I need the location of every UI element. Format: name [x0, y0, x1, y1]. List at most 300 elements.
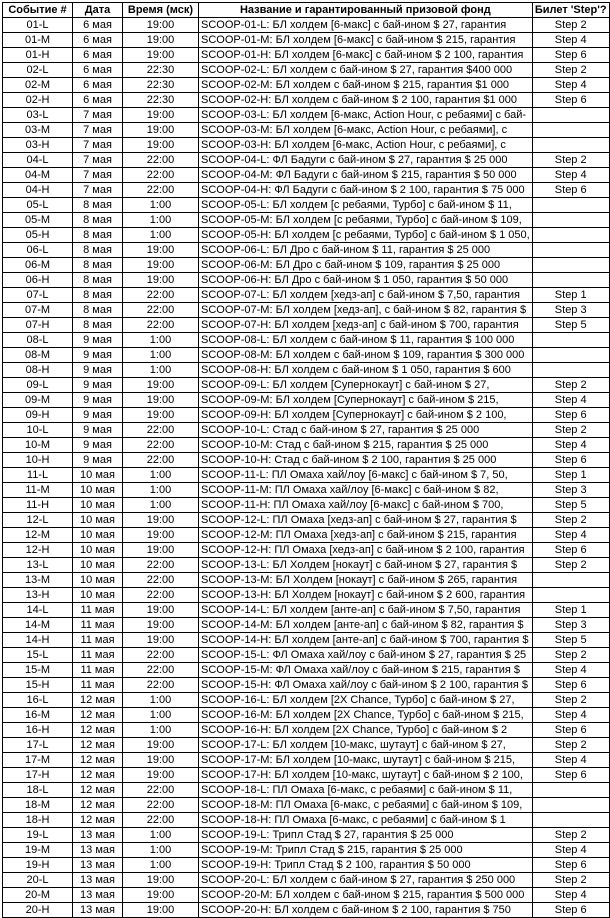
table-row	[3, 93, 610, 108]
cell-time: 22:00	[123, 783, 199, 798]
cell-time: 1:00	[123, 483, 199, 498]
cell-step-ticket: Step 6	[532, 723, 609, 738]
cell-event-name: SCOOP-14-H: БЛ холдем [анте-ап] с бай-ином $ 700, гарантия $	[199, 633, 533, 648]
cell-event-name: SCOOP-12-L: ПЛ Омаха [хедз-ап] с бай-ином $ 27, гарантия $	[199, 513, 533, 528]
cell-date: 12 мая	[73, 768, 123, 783]
cell-date: 12 мая	[73, 693, 123, 708]
cell-date: 12 мая	[73, 723, 123, 738]
header-time: Время (мск)	[123, 3, 199, 18]
table-row	[3, 573, 610, 588]
table-row	[3, 198, 610, 213]
cell-time: 19:00	[123, 48, 199, 63]
cell-event-number: 16-L	[3, 693, 73, 708]
cell-date: 6 мая	[73, 48, 123, 63]
cell-event-number: 11-L	[3, 468, 73, 483]
cell-date: 7 мая	[73, 168, 123, 183]
cell-step-ticket: Step 6	[532, 93, 609, 108]
cell-event-name: SCOOP-06-H: БЛ Дро с бай-ином $ 1 050, гарантия $ 50 000	[199, 273, 533, 288]
cell-event-number: 04-M	[3, 168, 73, 183]
cell-date: 6 мая	[73, 78, 123, 93]
cell-event-number: 03-L	[3, 108, 73, 123]
table-row	[3, 228, 610, 243]
table-row	[3, 33, 610, 48]
cell-time: 1:00	[123, 498, 199, 513]
cell-event-name: SCOOP-05-H: БЛ холдем [с ребаями, Турбо] с бай-ином $ 1 050,	[199, 228, 533, 243]
cell-time: 1:00	[123, 198, 199, 213]
cell-event-number: 11-M	[3, 483, 73, 498]
table-body	[3, 18, 610, 918]
cell-event-name: SCOOP-14-L: БЛ холдем [анте-ап] с бай-ином $ 7,50, гарантия	[199, 603, 533, 618]
cell-event-number: 15-M	[3, 663, 73, 678]
table-row	[3, 438, 610, 453]
cell-event-number: 20-L	[3, 873, 73, 888]
cell-date: 7 мая	[73, 138, 123, 153]
cell-event-name: SCOOP-03-H: БЛ холдем [6-макс, Action Hour, с ребаями], с	[199, 138, 533, 153]
header-event-number: Событие #	[3, 3, 73, 18]
cell-time: 22:30	[123, 63, 199, 78]
cell-event-number: 12-L	[3, 513, 73, 528]
cell-step-ticket	[532, 813, 609, 828]
cell-event-number: 03-H	[3, 138, 73, 153]
table-row	[3, 753, 610, 768]
cell-step-ticket	[532, 273, 609, 288]
cell-event-name: SCOOP-16-M: БЛ холдем [2X Chance, Турбо] с бай-ином $ 215,	[199, 708, 533, 723]
cell-date: 12 мая	[73, 783, 123, 798]
cell-event-name: SCOOP-04-M: ФЛ Бадуги с бай-ином $ 215, гарантия $ 50 000	[199, 168, 533, 183]
cell-event-number: 05-H	[3, 228, 73, 243]
cell-event-name: SCOOP-17-H: БЛ холдем [10-макс, шутаут] с бай-ином $ 2 100,	[199, 768, 533, 783]
cell-step-ticket	[532, 243, 609, 258]
cell-time: 1:00	[123, 348, 199, 363]
header-step-ticket: Билет 'Step'?	[532, 3, 609, 18]
table-row	[3, 258, 610, 273]
cell-time: 1:00	[123, 828, 199, 843]
cell-time: 19:00	[123, 243, 199, 258]
table-row	[3, 303, 610, 318]
table-row	[3, 408, 610, 423]
cell-event-number: 01-H	[3, 48, 73, 63]
cell-event-name: SCOOP-07-M: БЛ холдем [хедз-ап], с бай-ином $ 82, гарантия $	[199, 303, 533, 318]
cell-date: 9 мая	[73, 423, 123, 438]
cell-date: 11 мая	[73, 633, 123, 648]
cell-date: 13 мая	[73, 888, 123, 903]
cell-event-number: 13-H	[3, 588, 73, 603]
cell-event-name: SCOOP-19-H: Трипл Стад $ 2 100, гарантия $ 50 000	[199, 858, 533, 873]
cell-date: 12 мая	[73, 798, 123, 813]
cell-date: 7 мая	[73, 183, 123, 198]
cell-date: 11 мая	[73, 648, 123, 663]
cell-time: 22:00	[123, 453, 199, 468]
table-row	[3, 708, 610, 723]
cell-time: 19:00	[123, 33, 199, 48]
cell-step-ticket: Step 6	[532, 768, 609, 783]
cell-event-name: SCOOP-02-M: БЛ холдем с бай-ином $ 215, гарантия $1 000	[199, 78, 533, 93]
cell-event-number: 19-H	[3, 858, 73, 873]
cell-time: 19:00	[123, 393, 199, 408]
cell-step-ticket: Step 4	[532, 753, 609, 768]
cell-step-ticket: Step 1	[532, 603, 609, 618]
cell-event-number: 10-L	[3, 423, 73, 438]
cell-date: 13 мая	[73, 858, 123, 873]
cell-step-ticket: Step 4	[532, 708, 609, 723]
cell-event-name: SCOOP-05-M: БЛ холдем [с ребаями, Турбо] с бай-ином $ 109,	[199, 213, 533, 228]
cell-time: 1:00	[123, 708, 199, 723]
cell-event-name: SCOOP-15-M: ФЛ Омаха хай/лоу с бай-ином $ 215, гарантия $	[199, 663, 533, 678]
cell-event-number: 16-H	[3, 723, 73, 738]
cell-date: 10 мая	[73, 543, 123, 558]
cell-event-number: 18-L	[3, 783, 73, 798]
cell-step-ticket: Step 2	[532, 18, 609, 33]
cell-event-name: SCOOP-11-L: ПЛ Омаха хай/лоу [6-макс] с бай-ином $ 7, 50,	[199, 468, 533, 483]
cell-time: 19:00	[123, 513, 199, 528]
cell-time: 22:00	[123, 303, 199, 318]
cell-event-name: SCOOP-08-L: БЛ холдем с бай-ином $ 11, гарантия $ 100 000	[199, 333, 533, 348]
table-row	[3, 423, 610, 438]
cell-step-ticket	[532, 573, 609, 588]
cell-event-name: SCOOP-08-H: БЛ холдем с бай-ином $ 1 050, гарантия $ 600	[199, 363, 533, 378]
cell-time: 19:00	[123, 108, 199, 123]
cell-time: 19:00	[123, 528, 199, 543]
cell-date: 9 мая	[73, 348, 123, 363]
cell-event-number: 14-L	[3, 603, 73, 618]
cell-date: 10 мая	[73, 588, 123, 603]
cell-date: 10 мая	[73, 573, 123, 588]
cell-event-number: 05-M	[3, 213, 73, 228]
cell-time: 22:00	[123, 438, 199, 453]
cell-time: 22:30	[123, 78, 199, 93]
table-row	[3, 318, 610, 333]
cell-date: 10 мая	[73, 498, 123, 513]
table-row	[3, 693, 610, 708]
table-row	[3, 378, 610, 393]
cell-event-number: 08-H	[3, 363, 73, 378]
cell-event-number: 17-M	[3, 753, 73, 768]
cell-event-name: SCOOP-20-H: БЛ холдем с бай-ином $ 2 100, гарантия $ 750	[199, 903, 533, 918]
header-row	[3, 3, 610, 18]
cell-date: 8 мая	[73, 273, 123, 288]
cell-date: 11 мая	[73, 618, 123, 633]
cell-event-name: SCOOP-17-M: БЛ холдем [10-макс, шутаут] с бай-ином $ 215,	[199, 753, 533, 768]
cell-date: 9 мая	[73, 378, 123, 393]
cell-event-name: SCOOP-14-M: БЛ холдем [анте-ап] с бай-ином $ 82, гарантия $	[199, 618, 533, 633]
table-row	[3, 828, 610, 843]
cell-time: 19:00	[123, 618, 199, 633]
cell-event-number: 09-H	[3, 408, 73, 423]
cell-date: 12 мая	[73, 753, 123, 768]
cell-date: 9 мая	[73, 438, 123, 453]
cell-date: 12 мая	[73, 708, 123, 723]
cell-date: 8 мая	[73, 198, 123, 213]
cell-event-name: SCOOP-15-L: ФЛ Омаха хай/лоу с бай-ином $ 27, гарантия $ 25	[199, 648, 533, 663]
cell-time: 22:00	[123, 573, 199, 588]
cell-step-ticket: Step 2	[532, 873, 609, 888]
cell-date: 6 мая	[73, 63, 123, 78]
cell-event-name: SCOOP-02-H: БЛ холдем с бай-ином $ 2 100, гарантия $1 000	[199, 93, 533, 108]
cell-event-name: SCOOP-08-M: БЛ холдем с бай-ином $ 109, гарантия $ 300 000	[199, 348, 533, 363]
cell-time: 19:00	[123, 903, 199, 918]
table-row	[3, 78, 610, 93]
cell-event-name: SCOOP-04-H: ФЛ Бадуги с бай-ином $ 2 100, гарантия $ 75 000	[199, 183, 533, 198]
cell-time: 1:00	[123, 333, 199, 348]
cell-time: 1:00	[123, 693, 199, 708]
cell-event-number: 04-H	[3, 183, 73, 198]
cell-time: 22:00	[123, 288, 199, 303]
table-row	[3, 663, 610, 678]
cell-time: 19:00	[123, 768, 199, 783]
cell-step-ticket: Step 4	[532, 528, 609, 543]
cell-time: 19:00	[123, 18, 199, 33]
cell-step-ticket: Step 4	[532, 438, 609, 453]
cell-date: 8 мая	[73, 243, 123, 258]
cell-date: 11 мая	[73, 603, 123, 618]
cell-event-name: SCOOP-18-L: ПЛ Омаха [6-макс, с ребаями] с бай-ином $ 11,	[199, 783, 533, 798]
table-row	[3, 243, 610, 258]
cell-date: 9 мая	[73, 393, 123, 408]
cell-step-ticket	[532, 108, 609, 123]
cell-event-number: 12-M	[3, 528, 73, 543]
cell-event-number: 07-L	[3, 288, 73, 303]
cell-step-ticket: Step 4	[532, 888, 609, 903]
cell-time: 22:00	[123, 153, 199, 168]
table-row	[3, 738, 610, 753]
table-row	[3, 108, 610, 123]
cell-event-number: 02-H	[3, 93, 73, 108]
cell-event-name: SCOOP-07-H: БЛ холдем [хедз-ап] с бай-ином $ 700, гарантия	[199, 318, 533, 333]
cell-step-ticket	[532, 258, 609, 273]
cell-step-ticket: Step 2	[532, 153, 609, 168]
cell-date: 12 мая	[73, 813, 123, 828]
cell-time: 19:00	[123, 738, 199, 753]
cell-step-ticket: Step 2	[532, 648, 609, 663]
cell-event-number: 17-L	[3, 738, 73, 753]
cell-date: 11 мая	[73, 663, 123, 678]
table-row	[3, 513, 610, 528]
cell-date: 8 мая	[73, 258, 123, 273]
cell-time: 22:00	[123, 423, 199, 438]
cell-date: 6 мая	[73, 93, 123, 108]
cell-event-number: 02-L	[3, 63, 73, 78]
cell-step-ticket: Step 2	[532, 693, 609, 708]
table-row	[3, 483, 610, 498]
cell-date: 7 мая	[73, 108, 123, 123]
table-row	[3, 18, 610, 33]
cell-date: 8 мая	[73, 303, 123, 318]
cell-step-ticket: Step 2	[532, 63, 609, 78]
cell-date: 9 мая	[73, 453, 123, 468]
cell-time: 1:00	[123, 213, 199, 228]
table-row	[3, 813, 610, 828]
cell-time: 22:30	[123, 93, 199, 108]
table-row	[3, 723, 610, 738]
header-name-prize: Название и гарантированный призовой фонд	[199, 3, 533, 18]
cell-event-number: 08-M	[3, 348, 73, 363]
cell-step-ticket: Step 5	[532, 318, 609, 333]
cell-step-ticket: Step 6	[532, 48, 609, 63]
cell-step-ticket: Step 5	[532, 498, 609, 513]
table-row	[3, 618, 610, 633]
cell-event-number: 13-L	[3, 558, 73, 573]
cell-date: 13 мая	[73, 903, 123, 918]
table-row	[3, 363, 610, 378]
cell-step-ticket	[532, 213, 609, 228]
cell-date: 10 мая	[73, 558, 123, 573]
table-row	[3, 498, 610, 513]
cell-event-name: SCOOP-16-H: БЛ холдем [2X Chance, Турбо] с бай-ином $ 2	[199, 723, 533, 738]
cell-event-number: 12-H	[3, 543, 73, 558]
cell-event-name: SCOOP-12-H: ПЛ Омаха [хедз-ап] с бай-ином $ 2 100, гарантия	[199, 543, 533, 558]
cell-step-ticket: Step 4	[532, 168, 609, 183]
cell-time: 19:00	[123, 378, 199, 393]
cell-event-number: 04-L	[3, 153, 73, 168]
cell-step-ticket: Step 5	[532, 633, 609, 648]
cell-date: 6 мая	[73, 18, 123, 33]
schedule-table	[2, 2, 610, 918]
cell-event-number: 08-L	[3, 333, 73, 348]
table-row	[3, 768, 610, 783]
cell-event-name: SCOOP-06-L: БЛ Дро с бай-ином $ 11, гарантия $ 25 000	[199, 243, 533, 258]
table-row	[3, 783, 610, 798]
cell-time: 19:00	[123, 753, 199, 768]
table-row	[3, 153, 610, 168]
table-row	[3, 348, 610, 363]
cell-step-ticket	[532, 588, 609, 603]
cell-event-name: SCOOP-10-L: Стад с бай-ином $ 27, гарантия $ 25 000	[199, 423, 533, 438]
cell-event-number: 06-L	[3, 243, 73, 258]
cell-step-ticket: Step 4	[532, 393, 609, 408]
cell-time: 19:00	[123, 273, 199, 288]
cell-event-name: SCOOP-20-L: БЛ холдем с бай-ином $ 27, гарантия $ 250 000	[199, 873, 533, 888]
cell-step-ticket: Step 2	[532, 423, 609, 438]
cell-step-ticket: Step 3	[532, 618, 609, 633]
cell-date: 6 мая	[73, 33, 123, 48]
cell-time: 1:00	[123, 858, 199, 873]
cell-step-ticket: Step 6	[532, 453, 609, 468]
cell-step-ticket	[532, 783, 609, 798]
cell-step-ticket	[532, 138, 609, 153]
cell-step-ticket: Step 6	[532, 678, 609, 693]
cell-event-number: 20-H	[3, 903, 73, 918]
cell-event-name: SCOOP-20-M: БЛ холдем с бай-ином $ 215, гарантия $ 500 000	[199, 888, 533, 903]
cell-step-ticket: Step 6	[532, 543, 609, 558]
cell-step-ticket	[532, 228, 609, 243]
cell-event-name: SCOOP-09-H: БЛ холдем [Супернокаут] с бай-ином $ 2 100,	[199, 408, 533, 423]
cell-event-name: SCOOP-01-H: БЛ холдем [6-макс] с бай-ином $ 2 100, гарантия	[199, 48, 533, 63]
cell-event-name: SCOOP-06-M: БЛ Дро с бай-ином $ 109, гарантия $ 25 000	[199, 258, 533, 273]
table-row	[3, 888, 610, 903]
table-row	[3, 678, 610, 693]
cell-time: 22:00	[123, 183, 199, 198]
cell-time: 22:00	[123, 558, 199, 573]
cell-step-ticket: Step 3	[532, 303, 609, 318]
cell-date: 7 мая	[73, 123, 123, 138]
cell-event-number: 06-H	[3, 273, 73, 288]
cell-date: 9 мая	[73, 363, 123, 378]
table-row	[3, 468, 610, 483]
cell-event-name: SCOOP-13-H: БЛ Холдем [нокаут] с бай-ином $ 2 600, гарантия	[199, 588, 533, 603]
cell-step-ticket: Step 4	[532, 843, 609, 858]
cell-step-ticket: Step 2	[532, 378, 609, 393]
cell-event-name: SCOOP-04-L: ФЛ Бадуги с бай-ином $ 27, гарантия $ 25 000	[199, 153, 533, 168]
cell-date: 7 мая	[73, 153, 123, 168]
table-row	[3, 873, 610, 888]
cell-step-ticket: Step 2	[532, 558, 609, 573]
table-row	[3, 48, 610, 63]
cell-event-name: SCOOP-03-M: БЛ холдем [6-макс, Action Hour, с ребаями], с	[199, 123, 533, 138]
cell-event-name: SCOOP-10-H: Стад с бай-ином $ 2 100, гарантия $ 25 000	[199, 453, 533, 468]
cell-time: 1:00	[123, 228, 199, 243]
table-row	[3, 453, 610, 468]
cell-step-ticket	[532, 123, 609, 138]
cell-date: 13 мая	[73, 828, 123, 843]
table-row	[3, 273, 610, 288]
cell-step-ticket: Step 3	[532, 483, 609, 498]
cell-event-name: SCOOP-01-M: БЛ холдем [6-макс] с бай-ином $ 215, гарантия	[199, 33, 533, 48]
cell-event-number: 07-M	[3, 303, 73, 318]
cell-step-ticket: Step 6	[532, 183, 609, 198]
cell-date: 12 мая	[73, 738, 123, 753]
cell-step-ticket: Step 6	[532, 903, 609, 918]
cell-step-ticket: Step 2	[532, 513, 609, 528]
cell-event-name: SCOOP-19-L: Трипл Стад $ 27, гарантия $ 25 000	[199, 828, 533, 843]
cell-event-name: SCOOP-09-L: БЛ холдем [Супернокаут] с бай-ином $ 27,	[199, 378, 533, 393]
table-row	[3, 603, 610, 618]
cell-event-name: SCOOP-05-L: БЛ холдем [с ребаями, Турбо] с бай-ином $ 11,	[199, 198, 533, 213]
cell-date: 8 мая	[73, 318, 123, 333]
cell-date: 10 мая	[73, 513, 123, 528]
cell-time: 19:00	[123, 138, 199, 153]
cell-event-number: 10-H	[3, 453, 73, 468]
cell-event-number: 07-H	[3, 318, 73, 333]
cell-event-name: SCOOP-19-M: Трипл Стад $ 215, гарантия $ 25 000	[199, 843, 533, 858]
cell-event-name: SCOOP-03-L: БЛ холдем [6-макс, Action Hour, с ребаями] с бай-	[199, 108, 533, 123]
cell-event-number: 15-H	[3, 678, 73, 693]
cell-event-number: 14-H	[3, 633, 73, 648]
cell-event-number: 09-L	[3, 378, 73, 393]
cell-time: 22:00	[123, 318, 199, 333]
table-row	[3, 903, 610, 918]
cell-step-ticket	[532, 348, 609, 363]
table-row	[3, 528, 610, 543]
cell-event-number: 10-M	[3, 438, 73, 453]
cell-time: 19:00	[123, 543, 199, 558]
cell-time: 1:00	[123, 723, 199, 738]
table-row	[3, 123, 610, 138]
cell-event-number: 09-M	[3, 393, 73, 408]
cell-date: 10 мая	[73, 483, 123, 498]
table-row	[3, 843, 610, 858]
cell-time: 19:00	[123, 408, 199, 423]
table-row	[3, 333, 610, 348]
table-row	[3, 588, 610, 603]
cell-time: 22:00	[123, 648, 199, 663]
cell-date: 9 мая	[73, 408, 123, 423]
table-row	[3, 633, 610, 648]
cell-step-ticket	[532, 333, 609, 348]
cell-step-ticket	[532, 198, 609, 213]
cell-time: 19:00	[123, 873, 199, 888]
cell-event-number: 19-L	[3, 828, 73, 843]
header-date: Дата	[73, 3, 123, 18]
cell-step-ticket	[532, 798, 609, 813]
cell-event-name: SCOOP-07-L: БЛ холдем [хедз-ап] с бай-ином $ 7,50, гарантия	[199, 288, 533, 303]
cell-date: 11 мая	[73, 678, 123, 693]
cell-step-ticket: Step 1	[532, 468, 609, 483]
cell-step-ticket: Step 4	[532, 33, 609, 48]
cell-step-ticket: Step 4	[532, 78, 609, 93]
cell-event-name: SCOOP-02-L: БЛ холдем с бай-ином $ 27, гарантия $400 000	[199, 63, 533, 78]
table-row	[3, 543, 610, 558]
cell-event-number: 16-M	[3, 708, 73, 723]
